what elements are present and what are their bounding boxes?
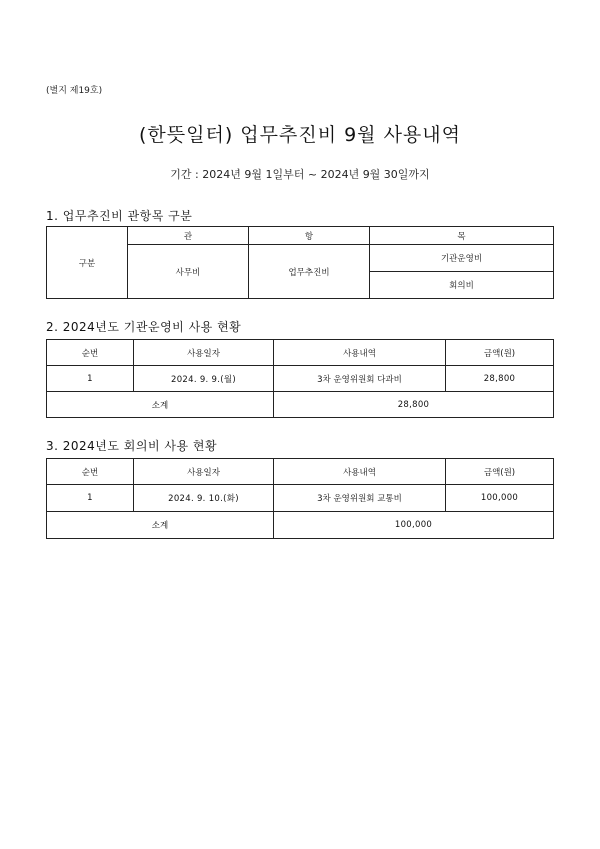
table-row [47, 366, 554, 392]
cell-date: 2024. 9. 10.(화) [134, 485, 274, 512]
mok-value-1: 기관운영비 [370, 245, 554, 272]
subtotal-label: 소계 [47, 512, 274, 539]
col-header-gwan: 관 [128, 227, 249, 245]
operating-expense-table [46, 339, 554, 418]
subtotal-row [47, 392, 554, 418]
header-date: 사용일자 [134, 459, 274, 485]
header-no: 순번 [47, 340, 134, 366]
subtotal-value: 100,000 [274, 512, 554, 539]
mok-value-2: 회의비 [370, 272, 554, 299]
cell-desc: 3차 운영위원회 교통비 [274, 485, 446, 512]
table-row [47, 485, 554, 512]
section2-heading: 2. 2024년도 기관운영비 사용 현황 [46, 320, 242, 334]
cell-amount: 28,800 [446, 366, 554, 392]
cell-date: 2024. 9. 9.(월) [134, 366, 274, 392]
cell-amount: 100,000 [446, 485, 554, 512]
header-no: 순번 [47, 459, 134, 485]
form-number: (별지 제19호) [46, 86, 103, 96]
gwan-value: 사무비 [128, 245, 249, 299]
table-header-row [47, 459, 554, 485]
col-header-mok: 목 [370, 227, 554, 245]
subtotal-label: 소계 [47, 392, 274, 418]
budget-classification-table [46, 226, 554, 299]
header-desc: 사용내역 [274, 459, 446, 485]
header-amount: 금액(원) [446, 340, 554, 366]
header-amount: 금액(원) [446, 459, 554, 485]
header-desc: 사용내역 [274, 340, 446, 366]
subtotal-row [47, 512, 554, 539]
document-title: (한뜻일터) 업무추진비 9월 사용내역 [139, 124, 461, 146]
cell-desc: 3차 운영위원회 다과비 [274, 366, 446, 392]
hang-value: 업무추진비 [249, 245, 370, 299]
subtotal-value: 28,800 [274, 392, 554, 418]
col-header-hang: 항 [249, 227, 370, 245]
header-date: 사용일자 [134, 340, 274, 366]
row-header-category: 구분 [47, 227, 128, 299]
cell-no: 1 [47, 366, 134, 392]
table-header-row [47, 340, 554, 366]
period-text: 기간 : 2024년 9월 1일부터 ~ 2024년 9월 30일까지 [170, 168, 430, 181]
section3-heading: 3. 2024년도 회의비 사용 현황 [46, 439, 218, 453]
meeting-expense-table [46, 458, 554, 539]
section1-heading: 1. 업무추진비 관항목 구분 [46, 209, 193, 223]
cell-no: 1 [47, 485, 134, 512]
